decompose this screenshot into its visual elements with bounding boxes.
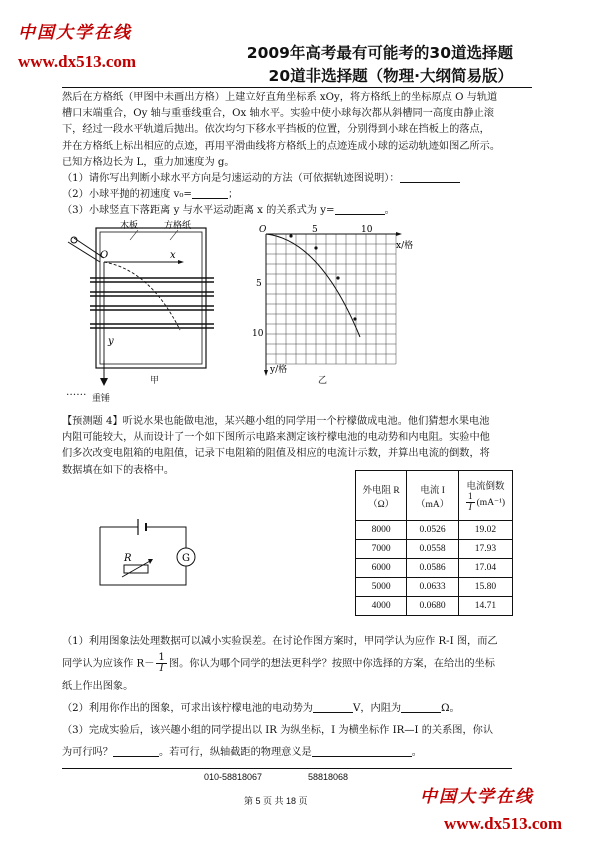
resistor-label: R: [124, 553, 132, 564]
page-title: 2009年高考最有可能考的30道选择题: [246, 44, 513, 62]
label-y: y: [108, 336, 114, 347]
galvanometer-label: G: [182, 553, 190, 564]
page-subtitle: 20道非选择题（物理·大纲简易版）: [268, 67, 513, 85]
question-1: （1）利用图象法处理数据可以减小实验误差。在讨论作图方案时，甲同学认为应作 R-I 图，而乙: [62, 636, 498, 647]
answer-blank[interactable]: [312, 745, 412, 757]
answer-blank[interactable]: [400, 171, 460, 183]
brand-name-bottom: 中国大学在线: [420, 787, 534, 807]
table-header: 电流倒数 1 I (mA⁻¹): [458, 471, 512, 521]
data-table: [355, 470, 513, 616]
intro-line: 然后在方格纸（甲图中未画出方格）上建立好直角坐标系 xOy，将方格纸上的坐标原点 O 与轨道: [62, 92, 498, 103]
trajectory-point: [336, 276, 339, 279]
x-tick-5: 5: [312, 225, 318, 235]
question-3-cont: 为可行吗？ 。若可行，纵轴截距的物理意义是 。: [62, 746, 422, 758]
question-2: （2）小球平抛的初速度 v₀=: [62, 189, 192, 201]
circuit-wire: [100, 527, 186, 585]
question-3: （3）完成实验后，该兴趣小组的同学提出以 IR 为纵坐标，I 为横坐标作 IR—I 的关系图，你认: [62, 724, 494, 736]
footer-phone-1: 010-58818067: [204, 772, 263, 782]
footer-divider: [62, 768, 512, 769]
y-arrow-icon: [264, 370, 268, 376]
intro-line: 数据填在如下的表格中。: [62, 464, 175, 476]
answer-blank[interactable]: [401, 701, 441, 713]
intro-line: 【预测题 4】听说水果也能做电池，某兴趣小组的同学用一个柠檬做成电池。他们猜想水果电池: [62, 416, 490, 427]
label-x: x: [170, 250, 176, 261]
trajectory-point: [353, 317, 356, 320]
label-paper: 方格纸: [164, 221, 192, 231]
table-row: 8000 0.0526 19.02: [356, 521, 513, 540]
table-row: 5000 0.0633 15.80: [356, 578, 513, 597]
answer-blank[interactable]: [335, 203, 385, 215]
brand-name-top: 中国大学在线: [18, 23, 132, 43]
answer-blank[interactable]: [113, 745, 159, 757]
x-arrow-icon: [178, 260, 184, 264]
brand-url-top: www.dx513.com: [18, 52, 137, 71]
footer-phone-2: 58818068: [308, 772, 349, 782]
problem4-questions: [62, 631, 542, 764]
problem3-intro: 然后在方格纸（甲图中未画出方格）上建立好直角坐标系 xOy，将方格纸上的坐标原点 O 与轨道 槽口末端重合，Oy 轴与重垂线重合，Ox 轴水平。实验中使小球每次都从斜槽同一高度由静止滚 下，经过一段水平轨道后抛出。依次均匀下移水平挡板的位置，分别得到小球在挡板上的落点， 并在方格纸上标出相应的点迹，再用平滑曲线将方格纸上的点迹连成小球的运动轨迹如图乙所示。 已知方格边长为 L，重力加速度为 g。 （1）请你写出判断小球水平方向是匀速运动的方法（可依据轨迹图说明）： （2）小球平抛的初速度 v₀= ； （3）小球竖直下落距离 y 与水平运动距离 x 的关系式为 y= 。: [62, 90, 542, 220]
caption-yi: 乙: [318, 376, 328, 386]
label-origin: O: [100, 250, 109, 261]
question-1-cont: 同学认为应该作 R－ $\frac{1}{I}$ 图。你认为哪个同学的想法更科学？按照中你选择的方案，在给出的坐标: [62, 652, 495, 674]
board-outline: [96, 228, 206, 368]
page-number: 第 5 页 共 18 页: [244, 796, 308, 806]
y-tick-10: 10: [252, 329, 264, 339]
question-3: （3）小球竖直下落距离 y 与水平运动距离 x 的关系式为 y=: [62, 205, 335, 217]
label-board: 木板: [120, 221, 139, 231]
label-weight: 重锤: [92, 394, 111, 404]
intro-line: 内阻可能较大，从而设计了一个如下图所示电路来测定该柠檬电池的电动势和内电阻。实验中他: [62, 432, 490, 444]
answer-blank[interactable]: [313, 701, 353, 713]
table-header: 外电阻 R （Ω）: [356, 471, 407, 521]
x-arrow-icon: [396, 232, 402, 236]
figure-yi: [250, 222, 414, 382]
trajectory-point: [289, 234, 292, 237]
y-axis-label: y/格: [270, 365, 288, 375]
question-1-end: 纸上作出图象。: [62, 680, 134, 692]
ellipsis: ……: [66, 387, 87, 398]
baffle-group: [90, 278, 214, 328]
intro-line: 并在方格纸上标出相应的点迹，再用平滑曲线将方格纸上的点迹连成小球的运动轨迹如图乙所示。: [62, 140, 501, 152]
plumb-weight-icon: [100, 378, 108, 386]
origin-label: O: [259, 225, 267, 235]
brand-url-bottom: www.dx513.com: [444, 814, 563, 833]
leader-line: [130, 230, 138, 240]
intro-line: 槽口末端重合，Oy 轴与重垂线重合，Ox 轴水平。实验中使小球每次都从斜槽同一高度由静止滚: [62, 108, 494, 120]
x-axis-label: x/格: [396, 241, 414, 251]
circuit-diagram: [90, 515, 200, 595]
trajectory-point: [314, 246, 317, 249]
leader-line: [170, 230, 178, 240]
x-tick-10: 10: [361, 225, 373, 235]
answer-blank[interactable]: [192, 187, 228, 199]
question-1: （1）请你写出判断小球水平方向是匀速运动的方法（可依据轨迹图说明）：: [62, 173, 400, 185]
y-tick-5: 5: [256, 279, 262, 289]
intro-line: 已知方格边长为 L，重力加速度为 g。: [62, 156, 235, 168]
table-row: 4000 0.0680 14.71: [356, 597, 513, 616]
paper-outline: [100, 232, 202, 364]
intro-line: 们多次改变电阻箱的电阻值，记录下电阻箱的阻值及相应的电流计示数，并算出电流的倒数，将: [62, 448, 490, 460]
table-row: 7000 0.0558 17.93: [356, 540, 513, 559]
intro-line: 下，经过一段水平轨道后抛出。依次均匀下移水平挡板的位置，分别得到小球在挡板上的落点，: [62, 124, 490, 136]
header-divider: [62, 87, 532, 88]
question-2: （2）利用你作出的图象，可求出该柠檬电池的电动势为 V，内阻为 Ω。: [62, 702, 460, 714]
table-header: 电流 I （mA）: [407, 471, 459, 521]
caption-jia: 甲: [150, 376, 160, 386]
table-row: 6000 0.0586 17.04: [356, 559, 513, 578]
figure-jia: [60, 220, 230, 390]
